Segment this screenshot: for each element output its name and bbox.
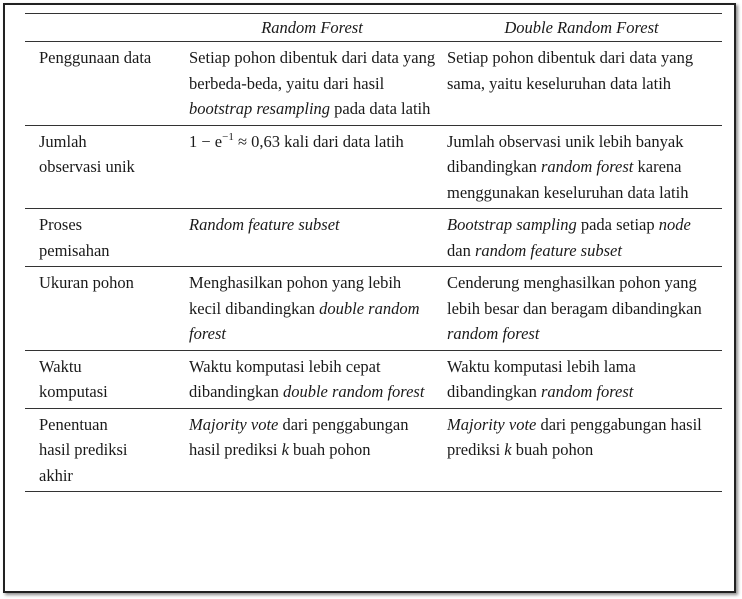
text-run: ≈ 0,63 kali dari data latih <box>233 131 404 151</box>
italic-text: Majority vote <box>189 414 279 434</box>
italic-text: node <box>658 215 691 234</box>
row-label <box>25 408 183 492</box>
text-run: 1 − e <box>189 131 223 151</box>
row-label <box>25 209 183 267</box>
text-run: Jumlah observasi unik lebih banyak dibandingkan <box>447 131 684 176</box>
text-run: Setiap pohon dibentuk dari data yang berbeda-beda, yaitu dari hasil <box>189 48 436 93</box>
italic-text: Bootstrap sampling <box>447 215 577 234</box>
text-run: Waktu komputasi lebih cepat dibandingkan <box>189 356 381 401</box>
row-label-line: hasil prediksi <box>39 440 128 459</box>
text-run: Waktu komputasi lebih lama dibandingkan <box>447 356 636 401</box>
text-run: Menghasilkan pohon yang lebih kecil dibandingkan <box>189 273 402 318</box>
cell-random-forest <box>183 42 441 126</box>
header-row <box>25 14 722 42</box>
italic-text: Majority vote <box>447 414 537 434</box>
cell-double-random-forest <box>441 125 722 209</box>
text-run: Setiap pohon dibentuk dari data yang sama, yaitu keseluruhan data latih <box>447 48 694 93</box>
row-label-line: Ukuran pohon <box>39 273 134 292</box>
text-run: Cenderung menghasilkan pohon yang lebih besar dan beragam dibandingkan <box>447 273 702 318</box>
text-run: karena menggunakan keseluruhan data latih <box>447 157 689 202</box>
row-label-line: observasi unik <box>39 157 135 176</box>
row-label-line: Jumlah <box>39 131 87 151</box>
cell-double-random-forest <box>441 408 722 492</box>
header-empty <box>25 14 183 42</box>
superscript: −1 <box>222 130 234 143</box>
header-random-forest: Random Forest <box>261 18 363 37</box>
text-run: dan <box>447 240 475 260</box>
table-row <box>25 350 722 408</box>
italic-text: random feature subset <box>474 240 622 260</box>
italic-text: k <box>281 440 289 459</box>
row-label-line: Penggunaan data <box>39 48 152 67</box>
table-row <box>25 209 722 267</box>
row-label-line: pemisahan <box>39 240 110 260</box>
cell-double-random-forest <box>441 42 722 126</box>
text-run: dari penggabungan hasil prediksi <box>189 414 409 459</box>
row-label <box>25 125 183 209</box>
italic-text: random forest <box>540 382 634 401</box>
row-label-line: Waktu <box>39 356 82 376</box>
row-label-line: Penentuan <box>39 414 108 434</box>
cell-random-forest <box>183 350 441 408</box>
row-label-line: Proses <box>39 215 83 234</box>
cell-random-forest <box>183 267 441 351</box>
italic-text: double random forest <box>189 298 420 343</box>
table-body <box>25 42 722 492</box>
table-frame <box>3 3 736 593</box>
cell-random-forest <box>183 408 441 492</box>
cell-random-forest <box>183 209 441 267</box>
row-label <box>25 350 183 408</box>
row-label <box>25 42 183 126</box>
text-run: buah pohon <box>511 440 594 459</box>
header-double-random-forest: Double Random Forest <box>504 18 659 37</box>
table-row <box>25 125 722 209</box>
cell-random-forest <box>183 125 441 209</box>
text-run: dari penggabungan hasil prediksi <box>447 414 702 459</box>
italic-text: bootstrap resampling <box>189 99 331 118</box>
text-run: pada setiap <box>576 215 659 234</box>
text-run: buah pohon <box>288 440 371 459</box>
italic-text: double random forest <box>282 382 425 401</box>
text-run: pada data latih <box>330 99 431 118</box>
italic-text: k <box>504 440 512 459</box>
cell-double-random-forest <box>441 209 722 267</box>
row-label <box>25 267 183 351</box>
cell-double-random-forest <box>441 350 722 408</box>
row-label-line: akhir <box>39 465 73 485</box>
italic-text: random forest <box>540 157 634 176</box>
table-row <box>25 42 722 126</box>
cell-double-random-forest <box>441 267 722 351</box>
row-label-line: komputasi <box>39 382 108 401</box>
italic-text: Random feature subset <box>189 215 340 234</box>
comparison-table <box>25 13 722 492</box>
table-row <box>25 408 722 492</box>
italic-text: random forest <box>447 324 540 343</box>
table-row <box>25 267 722 351</box>
